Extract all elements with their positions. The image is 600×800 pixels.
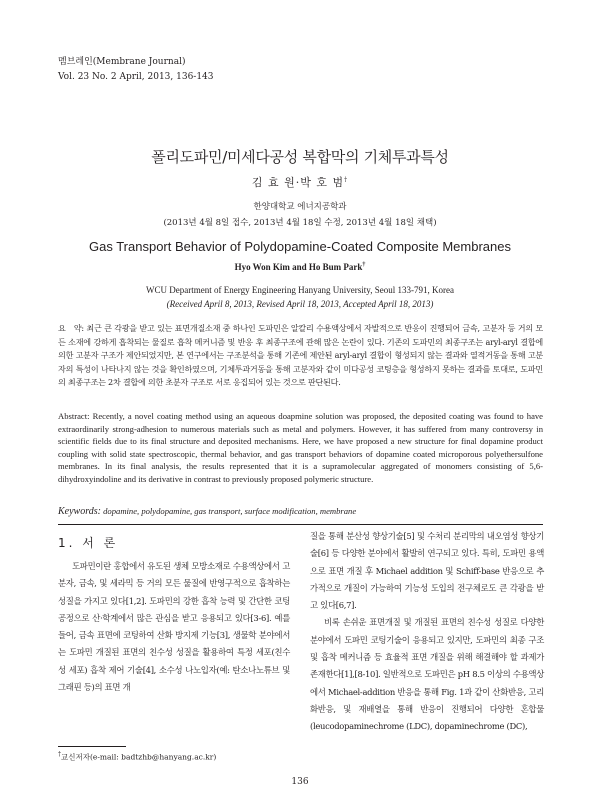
journal-name: 멤브레인(Membrane Journal) bbox=[58, 57, 186, 67]
volume-info: Vol. 23 No. 2 April, 2013, 136-143 bbox=[58, 72, 214, 82]
body-right-paragraph-2: 비록 손쉬운 표면개질 및 개질된 표면의 친수성 성질로 다양한 분야에서 도파민 코팅기술이 응용되고 있지만, 도파민의 최종 구조 및 흡착 메커니즘 등 효율적 표면 개질을 위해 해결해야 할 과제가 존재한다[1],[8-10]. 일반적으로 도파민은 pH 8.5 이상의 수용액상에서 Michael-addition 반응을 통해 Fig. 1과 같이 산화반응, 고리화반응, 및 재배열을 통해 반응이 진행되어 다양한 혼합물 (leucodopaminechrome (LDC), dopaminechrome (DC), bbox=[310, 617, 544, 732]
authors-korean bbox=[0, 174, 600, 190]
section-divider bbox=[58, 524, 543, 525]
body-right-paragraph-1: 질을 통해 분산성 향상기술[5] 및 수처리 분리막의 내오염성 향상기술[6] 등 다양한 분야에서 활발히 연구되고 있다. 특히, 도파민 용액으로 표면 개질 후 Michael addition 및 Schiff-base 반응으로 추가적으로 개질이 가능하여 기능성 도입의 전구체로도 큰 각광을 받고 있다[6,7]. bbox=[310, 531, 544, 611]
abstract-en-text: Recently, a novel coating method using an aqueous doapmine solution was proposed, the deposited coating was found to have extraordinarily strong-adhesion to numerous materials such as metal and polymers. However, it has suffered from many controversy in scientific fields due to its final structure and deposited mechanisms. Here, we have proposed a new structure for final dopamine product coupling with solid state spectroscopic, thermal behavior, and gas transport behaviors of dopamine coated microporous polyethersulfone membranes. In its final analysis, the results represented that it is a supramolecular aggregated of monomers consisting of 5,6-dihydroxyindoline and its derivative in contrast to previously proposed polymeric structure. bbox=[58, 411, 543, 484]
authors-korean-names: 김 효 원·박 호 범 bbox=[251, 176, 345, 189]
affiliation-korean bbox=[0, 199, 600, 231]
abstract-en-label: Abstract: bbox=[58, 411, 90, 421]
corresponding-mark-ko: † bbox=[344, 176, 349, 184]
keywords-label: Keywords: bbox=[58, 506, 101, 517]
page-number: 136 bbox=[291, 777, 309, 787]
affiliation-ko-text: 한양대학교 에너지공학과 bbox=[253, 202, 347, 212]
title-korean: 폴리도파민/미세다공성 복합막의 기체투과특성 bbox=[151, 148, 449, 166]
footnote-rule bbox=[58, 746, 126, 747]
authors-english-names: Hyo Won Kim and Ho Bum Park bbox=[234, 262, 363, 272]
abstract-english bbox=[58, 410, 543, 485]
abstract-ko-label: 요 약: bbox=[58, 323, 84, 333]
body-column-right bbox=[310, 528, 544, 736]
running-header bbox=[58, 55, 214, 85]
keywords bbox=[58, 506, 543, 517]
footnote-mark: † bbox=[58, 751, 61, 758]
footnote bbox=[58, 751, 216, 763]
affiliation-english bbox=[0, 283, 600, 311]
keywords-list: dopamine, polydopamine, gas transport, surface modification, membrane bbox=[103, 506, 357, 516]
authors-english bbox=[0, 262, 600, 272]
title-english: Gas Transport Behavior of Polydopamine-Coated Composite Membranes bbox=[89, 239, 511, 254]
affiliation-en-text: WCU Department of Energy Engineering Hanyang University, Seoul 133-791, Korea bbox=[146, 285, 454, 295]
dates-english: (Received April 8, 2013, Revised April 18, 2013, Accepted April 18, 2013) bbox=[166, 299, 434, 309]
dates-korean: (2013년 4월 8일 접수, 2013년 4월 18일 수정, 2013년 4월 18일 채택) bbox=[163, 218, 437, 228]
corresponding-mark-en: † bbox=[362, 262, 366, 268]
abstract-korean bbox=[58, 322, 543, 390]
body-column-left: 도파민이란 홍합에서 유도된 생체 모방소재로 수용액상에서 고분자, 금속, 및 세라믹 등 거의 모든 물질에 반영구적으로 흡착하는 성질을 가지고 있다[1,2]. 도파민의 강한 흡착 능력 및 간단한 코팅 공정으로 산·학계에서 많은 관심을 받고 응용되고 있다[3-6]. 예를 들어, 금속 표면에 코팅하여 산화 방지제 기능[3], 생물학 분야에서는 도파민 개질된 표면의 친수성 성질을 활용하여 특정 세포(친수성 세포) 흡착 제어 기술[4], 소수성 나노입자(예: 탄소나노튜브 및 그래핀 등)의 표면 개 bbox=[58, 561, 290, 693]
abstract-ko-text: 최근 큰 각광을 받고 있는 표면개질소재 중 하나인 도파민은 알칼리 수용액상에서 자발적으로 반응이 진행되어 금속, 고분자 등 거의 모든 소재에 강하게 흡착되는 물질로 흡착 메커니즘 및 반응 후 최종구조에 관해 많은 논란이 있다. 기존의 도파민의 최종구조는 aryl-aryl 결합에 의한 고분자 구조가 제안되었지만, 본 연구에서는 구조분석을 통해 기존에 제안된 aryl-aryl 결합이 형성되지 않는 결과와 열적거동을 통해 고분자의 특성이 나타나지 않는 것을 확인하였으며, 기체투과거동을 통해 고분자와 같이 미다공성 코팅층을 형성하지 못하는 결과를 토대로, 도파민의 최종구조는 2차 결합에 의한 초분자 구조로 서로 응집되어 있는 것으로 판단된다. bbox=[58, 323, 543, 388]
footnote-text: 교신저자(e-mail: badtzhb@hanyang.ac.kr) bbox=[61, 752, 217, 762]
section-heading-intro: 1. 서 론 bbox=[58, 536, 119, 550]
